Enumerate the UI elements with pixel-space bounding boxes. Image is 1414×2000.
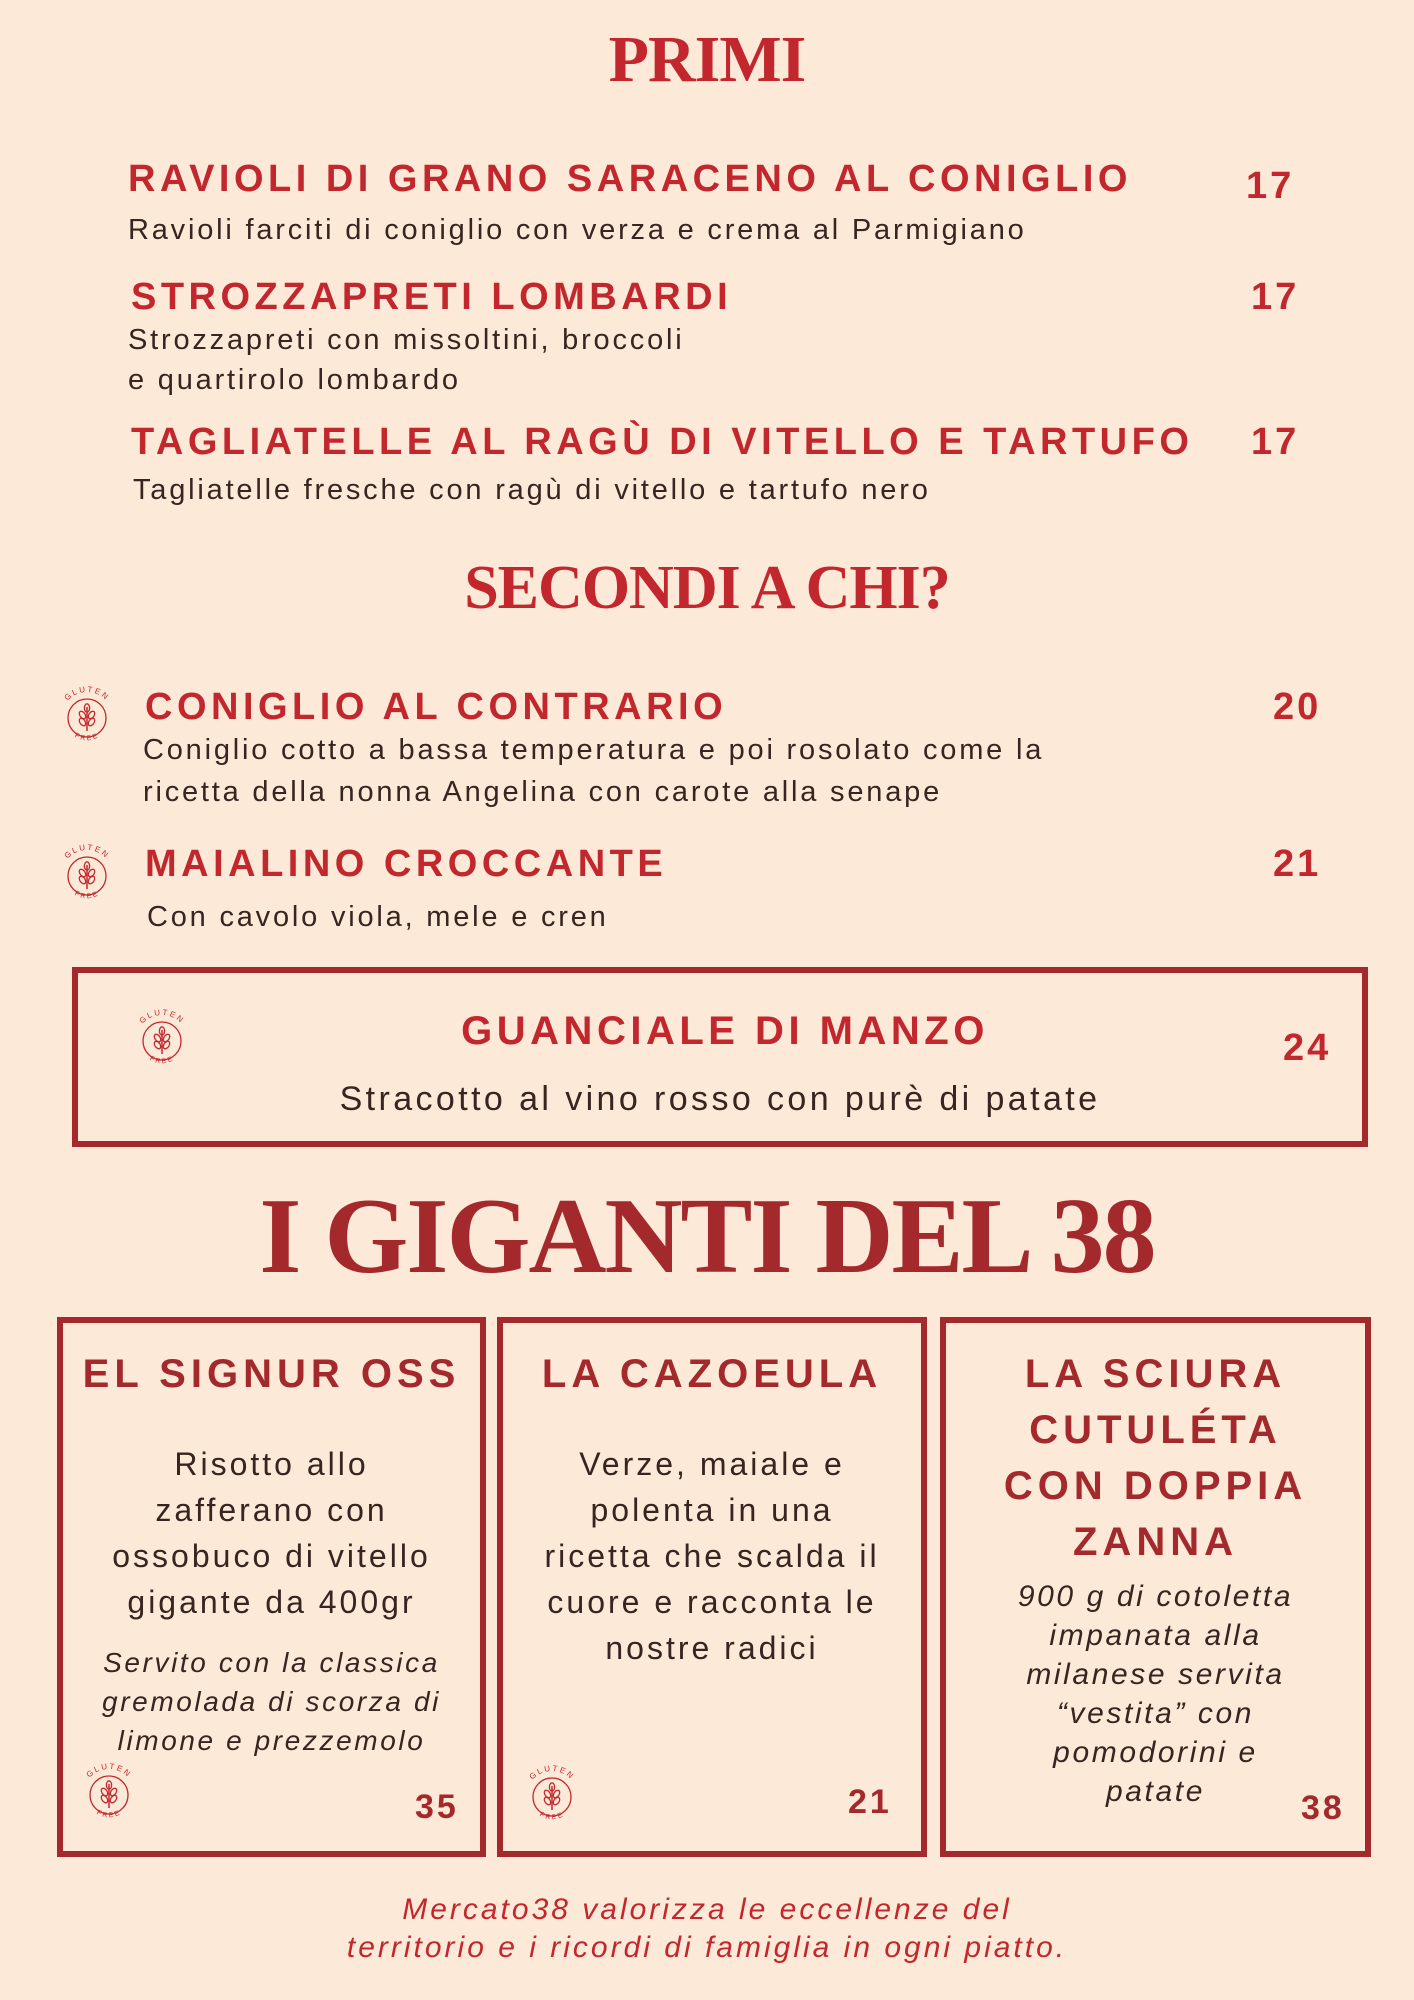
giant-card-note: 900 g di cotoletta	[1017, 1580, 1294, 1613]
giant-card-price: 21	[848, 1783, 892, 1821]
dish-description: Con cavolo viola, mele e cren	[147, 901, 609, 933]
giant-card-note: limone e prezzemolo	[117, 1725, 426, 1756]
giant-card-description: nostre radici	[605, 1630, 819, 1666]
svg-text:GLUTEN: GLUTEN	[527, 1763, 577, 1782]
section-title-primi: PRIMI	[608, 23, 806, 96]
giant-card-note: “vestita” con	[1056, 1697, 1255, 1730]
giant-card-title: ZANNA	[1073, 1520, 1238, 1564]
dish-description: Coniglio cotto a bassa temperatura e poi rosolato come la	[143, 734, 1045, 766]
dish-name: STROZZAPRETI LOMBARDI	[131, 276, 733, 318]
svg-text:FREE: FREE	[73, 732, 101, 743]
gluten-free-badge-icon	[53, 684, 121, 752]
giant-card-description: cuore e racconta le	[547, 1584, 877, 1620]
dish-name: CONIGLIO AL CONTRARIO	[145, 686, 728, 728]
giant-card-description: gigante da 400gr	[127, 1584, 416, 1620]
giant-card	[57, 1317, 486, 1857]
dish-name: TAGLIATELLE AL RAGÙ DI VITELLO E TARTUFO	[131, 421, 1194, 463]
giant-card-note: gremolada di scorza di	[102, 1686, 441, 1717]
section-title-secondi: SECONDI A CHI?	[464, 554, 950, 622]
giant-card-price: 38	[1301, 1789, 1345, 1827]
giant-card-description: ricetta che scalda il	[544, 1538, 880, 1574]
giant-card-description: Risotto allo	[174, 1446, 369, 1482]
svg-text:GLUTEN: GLUTEN	[62, 684, 112, 703]
giant-card-title: LA SCIURA	[1024, 1352, 1287, 1396]
giant-card-title: CUTULÉTA	[1029, 1408, 1282, 1452]
svg-text:FREE: FREE	[95, 1809, 123, 1820]
giant-card-description: ossobuco di vitello	[112, 1538, 431, 1574]
dish-description: Tagliatelle fresche con ragù di vitello e tartufo nero	[133, 474, 931, 506]
giant-card-note: patate	[1105, 1775, 1205, 1808]
dish-description: Strozzapreti con missoltini, broccoli	[128, 324, 685, 356]
dish-description: ricetta della nonna Angelina con carote alla senape	[143, 776, 942, 808]
gluten-free-badge-icon	[75, 1761, 143, 1829]
dish-price: 17	[1251, 421, 1300, 463]
featured-dish-name: GUANCIALE DI MANZO	[461, 1009, 989, 1053]
giant-card	[497, 1317, 927, 1857]
svg-text:FREE: FREE	[73, 890, 101, 901]
footer-line: Mercato38 valorizza le eccellenze del	[402, 1893, 1012, 1926]
featured-dish-price: 24	[1283, 1027, 1332, 1069]
footer-line: territorio e i ricordi di famiglia in ogni piatto.	[346, 1931, 1068, 1964]
dish-price: 17	[1251, 276, 1300, 318]
giant-card-description: polenta in una	[590, 1492, 834, 1528]
svg-text:FREE: FREE	[148, 1055, 176, 1066]
giant-card-note: impanata alla	[1049, 1619, 1262, 1652]
dish-name: RAVIOLI DI GRANO SARACENO AL CONIGLIO	[128, 158, 1132, 200]
giant-card-title: CON DOPPIA	[1003, 1464, 1308, 1508]
giant-card-note: pomodorini e	[1053, 1736, 1258, 1769]
giant-card-title: LA CAZOEULA	[541, 1352, 883, 1396]
dish-price: 17	[1246, 165, 1295, 207]
svg-text:FREE: FREE	[538, 1811, 566, 1822]
dish-name: MAIALINO CROCCANTE	[145, 843, 668, 885]
giant-card-description: zafferano con	[155, 1492, 388, 1528]
featured-dish-box	[72, 967, 1368, 1147]
section-title-giganti: I GIGANTI DEL 38	[259, 1177, 1155, 1296]
dish-price: 20	[1273, 686, 1322, 728]
dish-description: e quartirolo lombardo	[128, 364, 461, 396]
giant-card-description: Verze, maiale e	[579, 1446, 845, 1482]
svg-text:GLUTEN: GLUTEN	[84, 1761, 134, 1780]
dish-description: Ravioli farciti di coniglio con verza e crema al Parmigiano	[128, 214, 1027, 246]
svg-text:GLUTEN: GLUTEN	[137, 1007, 187, 1026]
featured-dish-description: Stracotto al vino rosso con purè di patate	[339, 1080, 1101, 1118]
giant-card-price: 35	[415, 1788, 459, 1826]
giant-card-title: EL SIGNUR OSS	[82, 1352, 461, 1396]
svg-text:GLUTEN: GLUTEN	[62, 842, 112, 861]
dish-price: 21	[1273, 843, 1322, 885]
giant-card-note: Servito con la classica	[103, 1647, 440, 1678]
giant-card	[940, 1317, 1371, 1857]
gluten-free-badge-icon	[518, 1763, 586, 1831]
gluten-free-badge-icon	[53, 842, 121, 910]
giant-card-note: milanese servita	[1026, 1658, 1285, 1691]
